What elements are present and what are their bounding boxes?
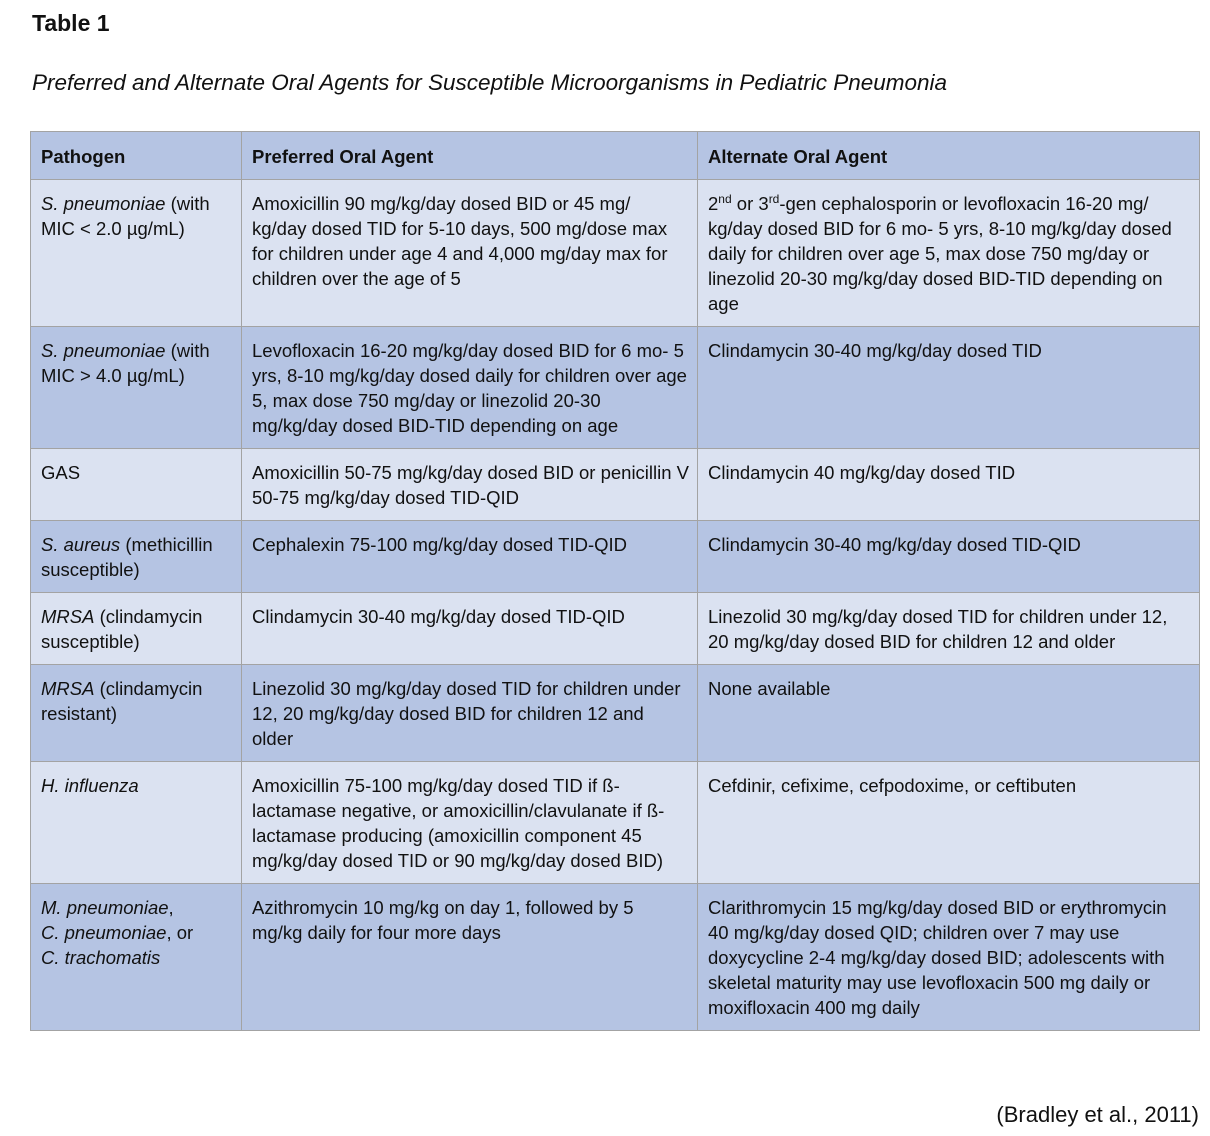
table-row: [31, 762, 1200, 884]
alternate-agent-cell: Clindamycin 30-40 mg/kg/day dosed TID-QID: [698, 521, 1200, 593]
preferred-agent-cell: Amoxicillin 75-100 mg/kg/day dosed TID if ß-lactamase negative, or amoxicillin/clavulanate if ß-lactamase producing (amoxicillin component 45 mg/kg/day dosed TID or 90 mg/kg/day dosed BID): [242, 762, 698, 884]
table-header-row: [31, 132, 1200, 180]
table-caption: Preferred and Alternate Oral Agents for Susceptible Microorganisms in Pediatric Pneumonia: [32, 70, 948, 95]
ordinal-suffix: rd: [768, 192, 780, 206]
pathogen-qualifier: (methicillin susceptible): [41, 534, 213, 580]
alternate-text: -gen cephalosporin or levofloxacin 16-20 mg/ kg/day dosed BID for 6 mo- 5 yrs, 8-10 mg/kg/day dosed daily for children over age 5, max dose 750 mg/day or linezolid 20-30 mg/kg/day dosed BID-TID depending on age: [708, 193, 1172, 314]
table-row: [31, 327, 1200, 449]
table-row: [31, 180, 1200, 327]
preferred-agent-cell: Cephalexin 75-100 mg/kg/day dosed TID-QID: [242, 521, 698, 593]
header-pathogen: Pathogen: [31, 132, 242, 180]
pathogen-name: C. pneumoniae: [41, 922, 167, 943]
pathogen-cell: [31, 884, 242, 1031]
oral-agents-table: [30, 131, 1200, 1031]
preferred-agent-cell: Amoxicillin 50-75 mg/kg/day dosed BID or penicillin V 50-75 mg/kg/day dosed TID-QID: [242, 449, 698, 521]
pathogen-qualifier: (with MIC < 2.0 µg/mL): [41, 193, 210, 239]
alternate-agent-cell: [698, 180, 1200, 327]
pathogen-name: S. aureus: [41, 534, 121, 555]
pathogen-qualifier: (clindamycin resistant): [41, 678, 203, 724]
pathogen-cell: [31, 762, 242, 884]
pathogen-cell: [31, 593, 242, 665]
table-row: [31, 593, 1200, 665]
header-preferred-oral-agent: Preferred Oral Agent: [242, 132, 698, 180]
ordinal-suffix: nd: [718, 192, 732, 206]
pathogen-name: MRSA: [41, 606, 95, 627]
pathogen-name: S. pneumoniae: [41, 193, 166, 214]
citation: (Bradley et al., 2011): [996, 1102, 1199, 1127]
pathogen-name: H. influenza: [41, 775, 139, 796]
pathogen-cell: [31, 665, 242, 762]
table-row: [31, 884, 1200, 1031]
preferred-agent-cell: Clindamycin 30-40 mg/kg/day dosed TID-QID: [242, 593, 698, 665]
alternate-agent-cell: Cefdinir, cefixime, cefpodoxime, or ceftibuten: [698, 762, 1200, 884]
preferred-agent-cell: Levofloxacin 16-20 mg/kg/day dosed BID for 6 mo- 5 yrs, 8-10 mg/kg/day dosed daily for children over age 5, max dose 750 mg/day or linezolid 20-30 mg/kg/day dosed BID-TID depending on age: [242, 327, 698, 449]
alternate-agent-cell: Linezolid 30 mg/kg/day dosed TID for children under 12, 20 mg/kg/day dosed BID for children 12 and older: [698, 593, 1200, 665]
pathogen-qualifier: (clindamycin susceptible): [41, 606, 203, 652]
alternate-agent-cell: Clarithromycin 15 mg/kg/day dosed BID or erythromycin 40 mg/kg/day dosed QID; children over 7 may use doxycycline 2-4 mg/kg/day dosed BID; adolescents with skeletal maturity may use levofloxacin 500 mg daily or moxifloxacin 400 mg daily: [698, 884, 1200, 1031]
pathogen-name: C. trachomatis: [41, 947, 161, 968]
pathogen-separator: ,: [168, 897, 174, 918]
alternate-agent-cell: None available: [698, 665, 1200, 762]
pathogen-cell: GAS: [31, 449, 242, 521]
alternate-text: 2: [708, 193, 719, 214]
pathogen-name: M. pneumoniae: [41, 897, 169, 918]
table-row: [31, 665, 1200, 762]
table-row: [31, 449, 1200, 521]
pathogen-name: MRSA: [41, 678, 95, 699]
table-label: Table 1: [32, 10, 110, 36]
alternate-text: or 3: [731, 193, 769, 214]
preferred-agent-cell: Azithromycin 10 mg/kg on day 1, followed by 5 mg/kg daily for four more days: [242, 884, 698, 1031]
alternate-agent-cell: Clindamycin 30-40 mg/kg/day dosed TID: [698, 327, 1200, 449]
pathogen-cell: [31, 521, 242, 593]
table-row: [31, 521, 1200, 593]
pathogen-cell: [31, 327, 242, 449]
preferred-agent-cell: Amoxicillin 90 mg/kg/day dosed BID or 45 mg/ kg/day dosed TID for 5-10 days, 500 mg/dose max for children under age 4 and 4,000 mg/day max for children over the age of 5: [242, 180, 698, 327]
preferred-agent-cell: Linezolid 30 mg/kg/day dosed TID for children under 12, 20 mg/kg/day dosed BID for children 12 and older: [242, 665, 698, 762]
pathogen-qualifier: (with MIC > 4.0 µg/mL): [41, 340, 210, 386]
alternate-agent-cell: Clindamycin 40 mg/kg/day dosed TID: [698, 449, 1200, 521]
pathogen-cell: [31, 180, 242, 327]
pathogen-separator: , or: [166, 922, 194, 943]
header-alternate-oral-agent: Alternate Oral Agent: [698, 132, 1200, 180]
pathogen-name: S. pneumoniae: [41, 340, 166, 361]
